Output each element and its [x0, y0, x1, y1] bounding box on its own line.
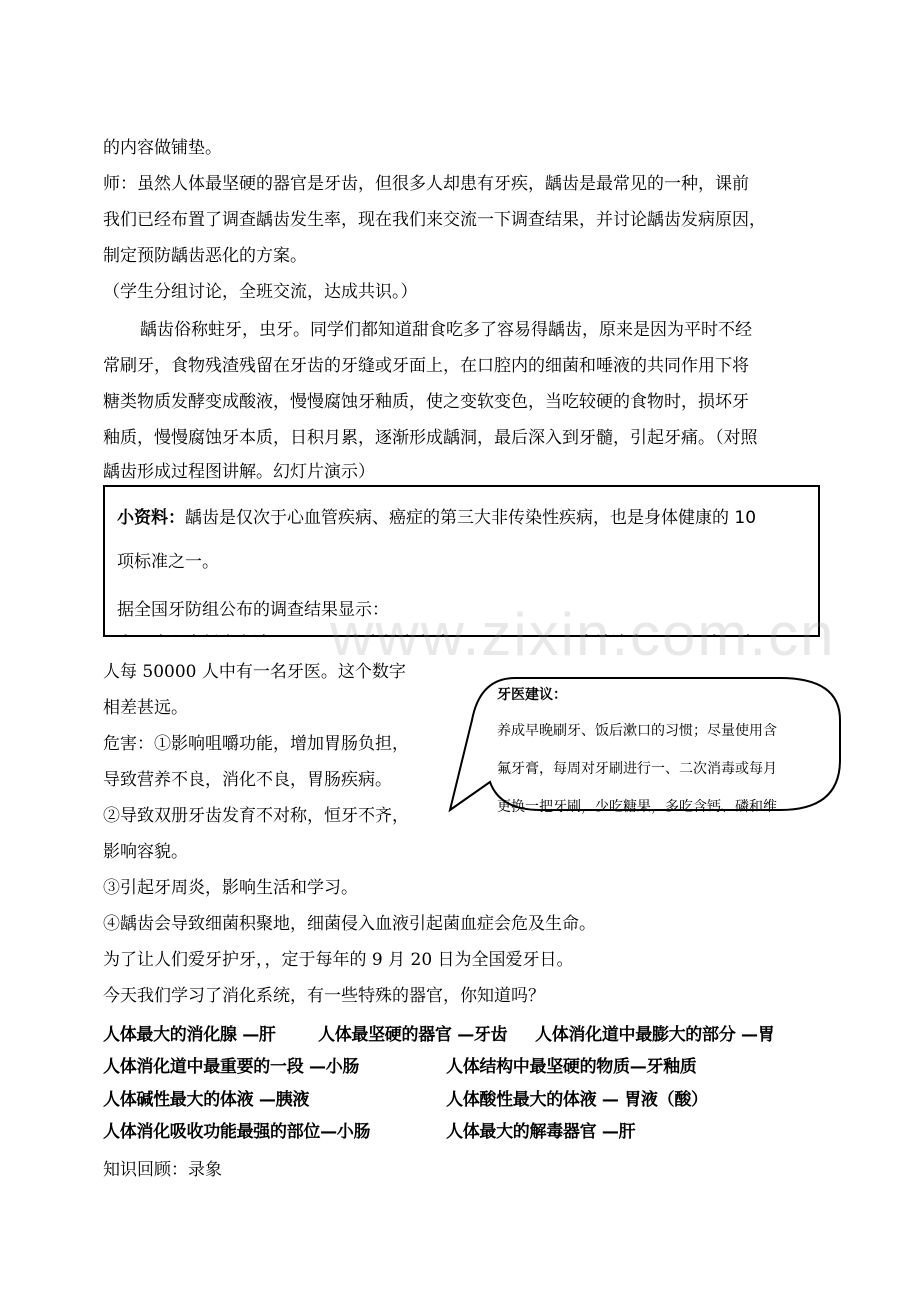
paragraph-line: 的内容做铺垫。	[103, 138, 222, 158]
paragraph-line: 糖类物质发酵变成酸液，慢慢腐蚀牙釉质，使之变软变色，当吃较硬的食物时，损坏牙	[103, 392, 749, 412]
text-line: 影响容貌。	[103, 842, 188, 862]
text-line: 相差甚远。	[103, 698, 188, 718]
bubble-line: 养成早晚刷牙、饭后漱口的习惯；尽量使用含	[497, 723, 777, 739]
footer-line: 知识回顾：录象	[103, 1160, 222, 1180]
watermark: www.zixin.com.cn	[330, 601, 836, 668]
bubble-title: 牙医建议：	[497, 687, 567, 703]
info-box-line	[117, 503, 756, 528]
fact-item: 人体结构中最坚硬的物质—牙釉质	[446, 1057, 697, 1077]
paragraph-line: 常刷牙，食物残渣残留在牙齿的牙缝或牙面上，在口腔内的细菌和唾液的共同作用下将	[103, 356, 749, 376]
info-box-line: 据全国牙防组公布的调查结果显示：	[117, 600, 389, 620]
fact-item: 人体最坚硬的器官 —牙齿	[318, 1025, 508, 1045]
fact-item: 人体消化道中最重要的一段 —小肠	[103, 1057, 360, 1077]
bubble-line: 更换一把牙刷，少吃糖果，多吃含钙、磷和维	[497, 799, 777, 815]
text-line: 导致营养不良，消化不良，胃肠疾病。	[103, 770, 392, 790]
text-line: ③引起牙周炎，影响生活和学习。	[103, 878, 358, 898]
paragraph-line: 我们已经布置了调查龋齿发生率，现在我们来交流一下调查结果，并讨论龋齿发病原因，	[103, 210, 766, 230]
text-line: ④龋齿会导致细菌积聚地，细菌侵入血液引起菌血症会危及生命。	[103, 914, 596, 934]
fact-item: 人体消化吸收功能最强的部位—小肠	[103, 1122, 371, 1142]
fact-row	[103, 1020, 775, 1045]
fact-item: 人体酸性最大的体液 — 胃液（酸）	[446, 1090, 708, 1110]
bubble-line: 氟牙膏，每周对牙刷进行一、二次消毒或每月	[497, 761, 777, 777]
text-line: 危害：①影响咀嚼功能，增加胃肠负担，	[103, 734, 409, 754]
paragraph-line: 龋齿俗称蛀牙，虫牙。同学们都知道甜食吃多了容易得龋齿，原来是因为平时不经	[140, 320, 752, 340]
text-line: ②导致双册牙齿发育不对称，恒牙不齐，	[103, 806, 409, 826]
text-line: 今天我们学习了消化系统，有一些特殊的器官，你知道吗？	[103, 986, 545, 1006]
paragraph-line: （学生分组讨论，全班交流，达成共识。）	[103, 282, 418, 302]
info-box-text: 龋齿是仅次于心血管疾病、癌症的第三大非传染性疾病，也是身体健康的 10	[185, 508, 757, 528]
paragraph-line: 釉质，慢慢腐蚀牙本质，日积月累，逐渐形成龋洞，最后深入到牙髓，引起牙痛。（对照	[103, 428, 758, 448]
fact-item: 人体消化道中最膨大的部分 —胃	[535, 1025, 775, 1045]
fact-row	[103, 1052, 697, 1077]
info-box-label: 小资料：	[117, 508, 185, 528]
info-box-line: 项标准之一。	[117, 552, 219, 572]
fact-item: 人体最大的解毒器官 —肝	[446, 1122, 636, 1142]
fact-item: 人体最大的消化腺 —肝	[103, 1025, 276, 1045]
fact-row	[103, 1085, 708, 1110]
fact-item: 人体碱性最大的体液 —胰液	[103, 1090, 310, 1110]
bubble-content	[480, 676, 825, 824]
text-line: 人每 50000 人中有一名牙医。这个数字	[103, 662, 406, 682]
paragraph-line: 师：虽然人体最坚硬的器官是牙齿，但很多人却患有牙疾，龋齿是最常见的一种，课前	[103, 174, 749, 194]
fact-row	[103, 1117, 636, 1142]
text-line: 为了让人们爱牙护牙，，定于每年的 9 月 20 日为全国爱牙日。	[103, 950, 574, 970]
paragraph-line: 制定预防龋齿恶化的方案。	[103, 246, 307, 266]
paragraph-line: 龋齿形成过程图讲解。幻灯片演示）	[103, 462, 375, 482]
